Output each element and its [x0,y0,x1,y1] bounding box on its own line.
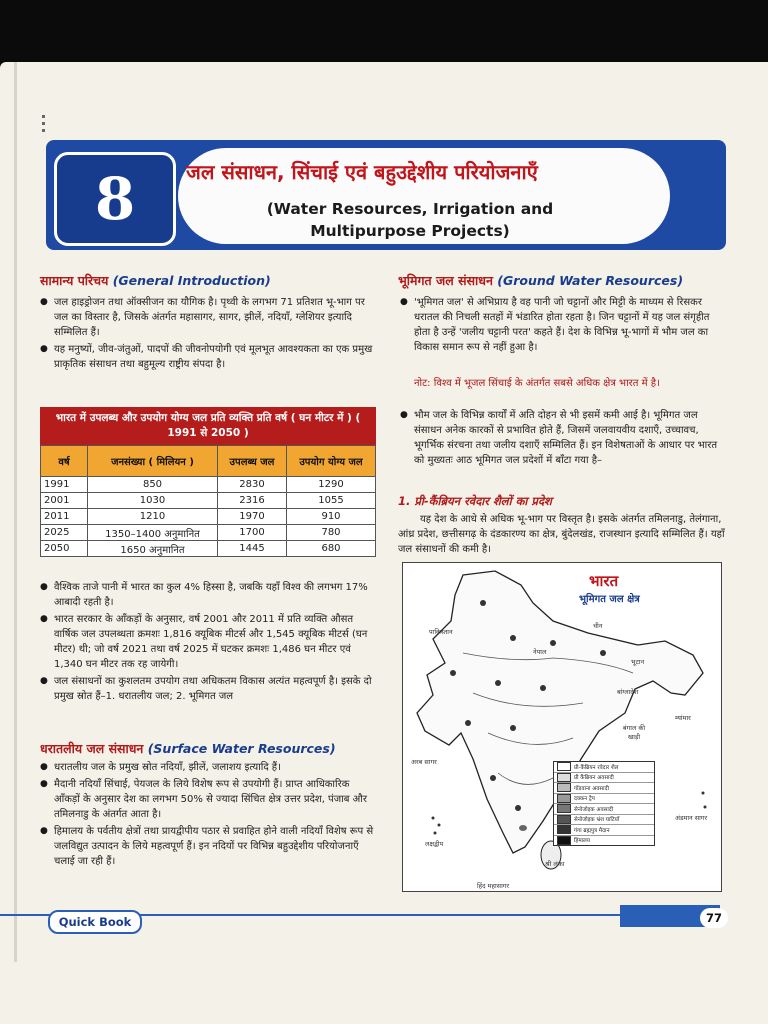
map-label-indian-ocean: हिंद महासागर [477,882,510,890]
table-cell: 2011 [41,509,88,525]
list-item: ● धरातलीय जल के प्रमुख स्रोत नदियाँ, झीलें, जलाशय इत्यादि हैं। [40,760,376,775]
list-item: ● जल संसाधनों का कुशलतम उपयोग तथा अधिकतम विकास अत्यंत महत्वपूर्ण है। इसके दो प्रमुख स्रोत हैं–1. धरातलीय जल; 2. भूमिगत जल [40,674,376,704]
note-text: नोट: विश्व में भूजल सिंचाई के अंतर्गत सबसे अधिक क्षेत्र भारत में है। [414,378,660,389]
surface-bullets [40,760,376,871]
intro-bullets [40,295,376,374]
map-label-lakshadweep: लक्षद्वीप [425,840,444,848]
intro-heading-hi: सामान्य परिचय [40,273,109,288]
map-subtitle: भूमिगत जल क्षेत्र [579,594,640,605]
table-caption: भारत में उपलब्ध और उपयोग योग्य जल प्रति व्यक्ति प्रति वर्ष ( घन मीटर में ) ( 1991 से 2050 ) [40,407,376,445]
map-legend [553,761,655,846]
map-label-andaman: अंडमान सागर [675,814,708,822]
table-header: उपयोग योग्य जल [287,446,376,477]
list-item: ● वैश्विक ताजे पानी में भारत का कुल 4% हिस्सा है, जबकि यहाँ विश्व की लगभग 17% आबादी रहती है। [40,580,376,610]
legend-swatch [557,804,571,813]
surface-heading-hi: धरातलीय जल संसाधन [40,741,144,756]
legend-swatch [557,836,571,845]
after-table-bullets [40,580,376,706]
ground-heading-en: (Ground Water Resources) [497,273,684,288]
legend-label: गंगा ब्रह्मपुत्र मैदान [574,827,610,834]
intro-heading [40,272,370,289]
legend-row [554,773,654,784]
quick-book-badge: Quick Book [48,910,142,934]
legend-swatch [557,815,571,824]
surface-heading [40,740,376,757]
table-header: जनसंख्या ( मिलियन ) [88,446,218,477]
chapter-title-english: (Water Resources, Irrigation and Multipurpose Projects) [266,200,554,240]
table-cell: 1030 [88,493,218,509]
table-row [41,541,376,557]
table-cell: 780 [287,525,376,541]
table-cell: 910 [287,509,376,525]
intro-heading-en: (General Introduction) [112,273,271,288]
page-number: 77 [700,908,728,928]
data-table [40,445,376,557]
map-title: भारत [589,572,619,590]
legend-label: प्री-कैंब्रियन रवेदार शैल [574,764,619,771]
legend-row [554,815,654,826]
table-cell: 1445 [218,541,287,557]
list-item: ● 'भूमिगत जल' से अभिप्राय है वह पानी जो चट्टानों और मिट्टी के माध्यम से रिसकर धरातल की निचली सतहों में भंडारित होता रहता है। जिन चट्टानों में यह जल संगृहीत होता है उन्हें 'जलीय चट्टानी परत' कहते हैं। देश के विभिन्न भू-भागों में भौम जल का विकास समान रूप से नहीं हुआ है। [400,295,726,355]
legend-label: सेनोजोइक भ्रंश घाटियाँ [574,817,620,824]
table-row [41,493,376,509]
map-label-pakistan: पाकिस्तान [429,628,453,636]
legend-swatch [557,762,571,771]
legend-label: प्री कैंब्रियन अवसादी [574,775,614,782]
legend-swatch [557,773,571,782]
ground-bullets-2 [400,408,726,470]
scan-top-edge [0,0,768,70]
map-label-china: चीन [593,622,603,630]
table-cell: 1700 [218,525,287,541]
india-groundwater-map [402,562,722,892]
table-cell: 680 [287,541,376,557]
legend-label: हिमालय [574,838,590,845]
table-cell: 1350–1400 अनुमानित [88,525,218,541]
table-row [41,509,376,525]
chapter-title-hindi: जल संसाधन, सिंचाई एवं बहुउद्देशीय परियोजनाएँ [186,160,538,184]
page-edge [14,62,17,962]
list-item: ● हिमालय के पर्वतीय क्षेत्रों तथा प्रायद्वीपीय पठार से प्रवाहित होने वाली नदियाँ विशेष रूप से जलविद्युत उत्पादन के लिये महत्वपूर्ण हैं। इन नदियों पर विभिन्न बहुउद्देशीय परियोजनाएँ चलाई जा रही हैं। [40,824,376,869]
legend-row [554,836,654,846]
ground-bullets-1 [400,295,726,357]
water-table [40,407,376,557]
table-cell: 2830 [218,477,287,493]
legend-swatch [557,783,571,792]
table-cell: 850 [88,477,218,493]
list-item: ● मैदानी नदियाँ सिंचाई, पेयजल के लिये विशेष रूप से उपयोगी हैं। प्राप्त आधिकारिक आँकड़ों के अनुसार देश का लगभग 50% से ज्यादा सिंचित क्षेत्र उत्तर प्रदेश, पंजाब और तमिलनाडु के अंतर्गत आता है। [40,777,376,822]
table-cell: 1970 [218,509,287,525]
legend-label: गोंडवाना अवसादी [574,785,609,792]
table-cell: 2316 [218,493,287,509]
list-item: ● भारत सरकार के आँकड़ों के अनुसार, वर्ष 2001 और 2011 में प्रति व्यक्ति औसत वार्षिक जल उपलब्धता क्रमशः 1,816 क्यूबिक मीटर्स और 1,545 क्यूबिक मीटर्स (घन मीटर) थी; जो वर्ष 2021 तथा वर्ष 2025 में घटकर क्रमशः 1,486 घन मीटर एवं 1,340 घन मीटर तक रह जायेगी। [40,612,376,672]
table-cell: 2001 [41,493,88,509]
map-label-bangladesh: बांग्लादेश [617,688,639,696]
map-label-srilanka: श्री लंका [545,860,565,868]
map-label-arab-sea: अरब सागर [411,758,437,766]
table-cell: 1650 अनुमानित [88,541,218,557]
surface-heading-en: (Surface Water Resources) [147,741,336,756]
list-item: ● यह मनुष्यों, जीव-जंतुओं, पादपों की जीवनोपयोगी एवं मूलभूत आवश्यकता का एक प्रमुख प्राकृतिक संसाधन तथा बहुमूल्य राष्ट्रीय संपदा है। [40,342,376,372]
chapter-number: 8 [54,152,176,246]
map-label-bhutan: भूटान [631,658,645,666]
legend-swatch [557,794,571,803]
legend-row [554,783,654,794]
table-cell: 2050 [41,541,88,557]
table-cell: 1991 [41,477,88,493]
list-item: ● जल हाइड्रोजन तथा ऑक्सीजन का यौगिक है। पृथ्वी के लगभग 71 प्रतिशत भू-भाग पर जल का विस्तार है, जिसके अंतर्गत महासागर, सागर, झीलें, नदियाँ, ग्लेशियर इत्यादि सम्मिलित हैं। [40,295,376,340]
ground-heading [398,272,728,289]
table-cell: 1290 [287,477,376,493]
legend-row [554,804,654,815]
region1-text: यह देश के आधे से अधिक भू-भाग पर विस्तृत है। इसके अंतर्गत तमिलनाडु, तेलंगाना, आंध्र प्रदेश, छत्तीसगढ़ के दंडकारण्य का क्षेत्र, बुंदेलखंड, राजस्थान इत्यादि सम्मिलित हैं। यहाँ जल संसाधनों की कमी है। [398,514,725,555]
table-header: उपलब्ध जल [218,446,287,477]
map-label-bay: बंगाल की खाड़ी [622,724,646,741]
legend-swatch [557,825,571,834]
legend-label: दक्कन ट्रैप [574,796,595,803]
legend-row [554,825,654,836]
margin-dots [42,115,48,136]
table-cell: 1055 [287,493,376,509]
region1-heading: 1. प्री-कैंब्रियन रवेदार शैलों का प्रदेश [398,494,552,508]
table-cell: 2025 [41,525,88,541]
legend-label: सेनोजोइक अवसादी [574,806,614,813]
ground-heading-hi: भूमिगत जल संसाधन [398,273,493,288]
legend-row [554,762,654,773]
map-label-nepal: नेपाल [533,648,547,656]
table-cell: 1210 [88,509,218,525]
legend-row [554,794,654,805]
list-item: ● भौम जल के विभिन्न कार्यों में अति दोहन से भी इसमें कमी आई है। भूमिगत जल संसाधन अनेक कारकों से प्रभावित होते हैं, जिसमें जलवायवीय दशाएँ, उच्चावच, भूगर्भिक संरचना तथा जलीय दशाएँ सम्मिलित हैं। इन विशेषताओं के आधार पर भारत को मुख्यतः आठ भूमिगत जल प्रदेशों में बाँटा गया है– [400,408,726,468]
table-row [41,477,376,493]
table-row [41,525,376,541]
map-label-myanmar: म्यांमार [675,714,691,722]
table-header: वर्ष [41,446,88,477]
